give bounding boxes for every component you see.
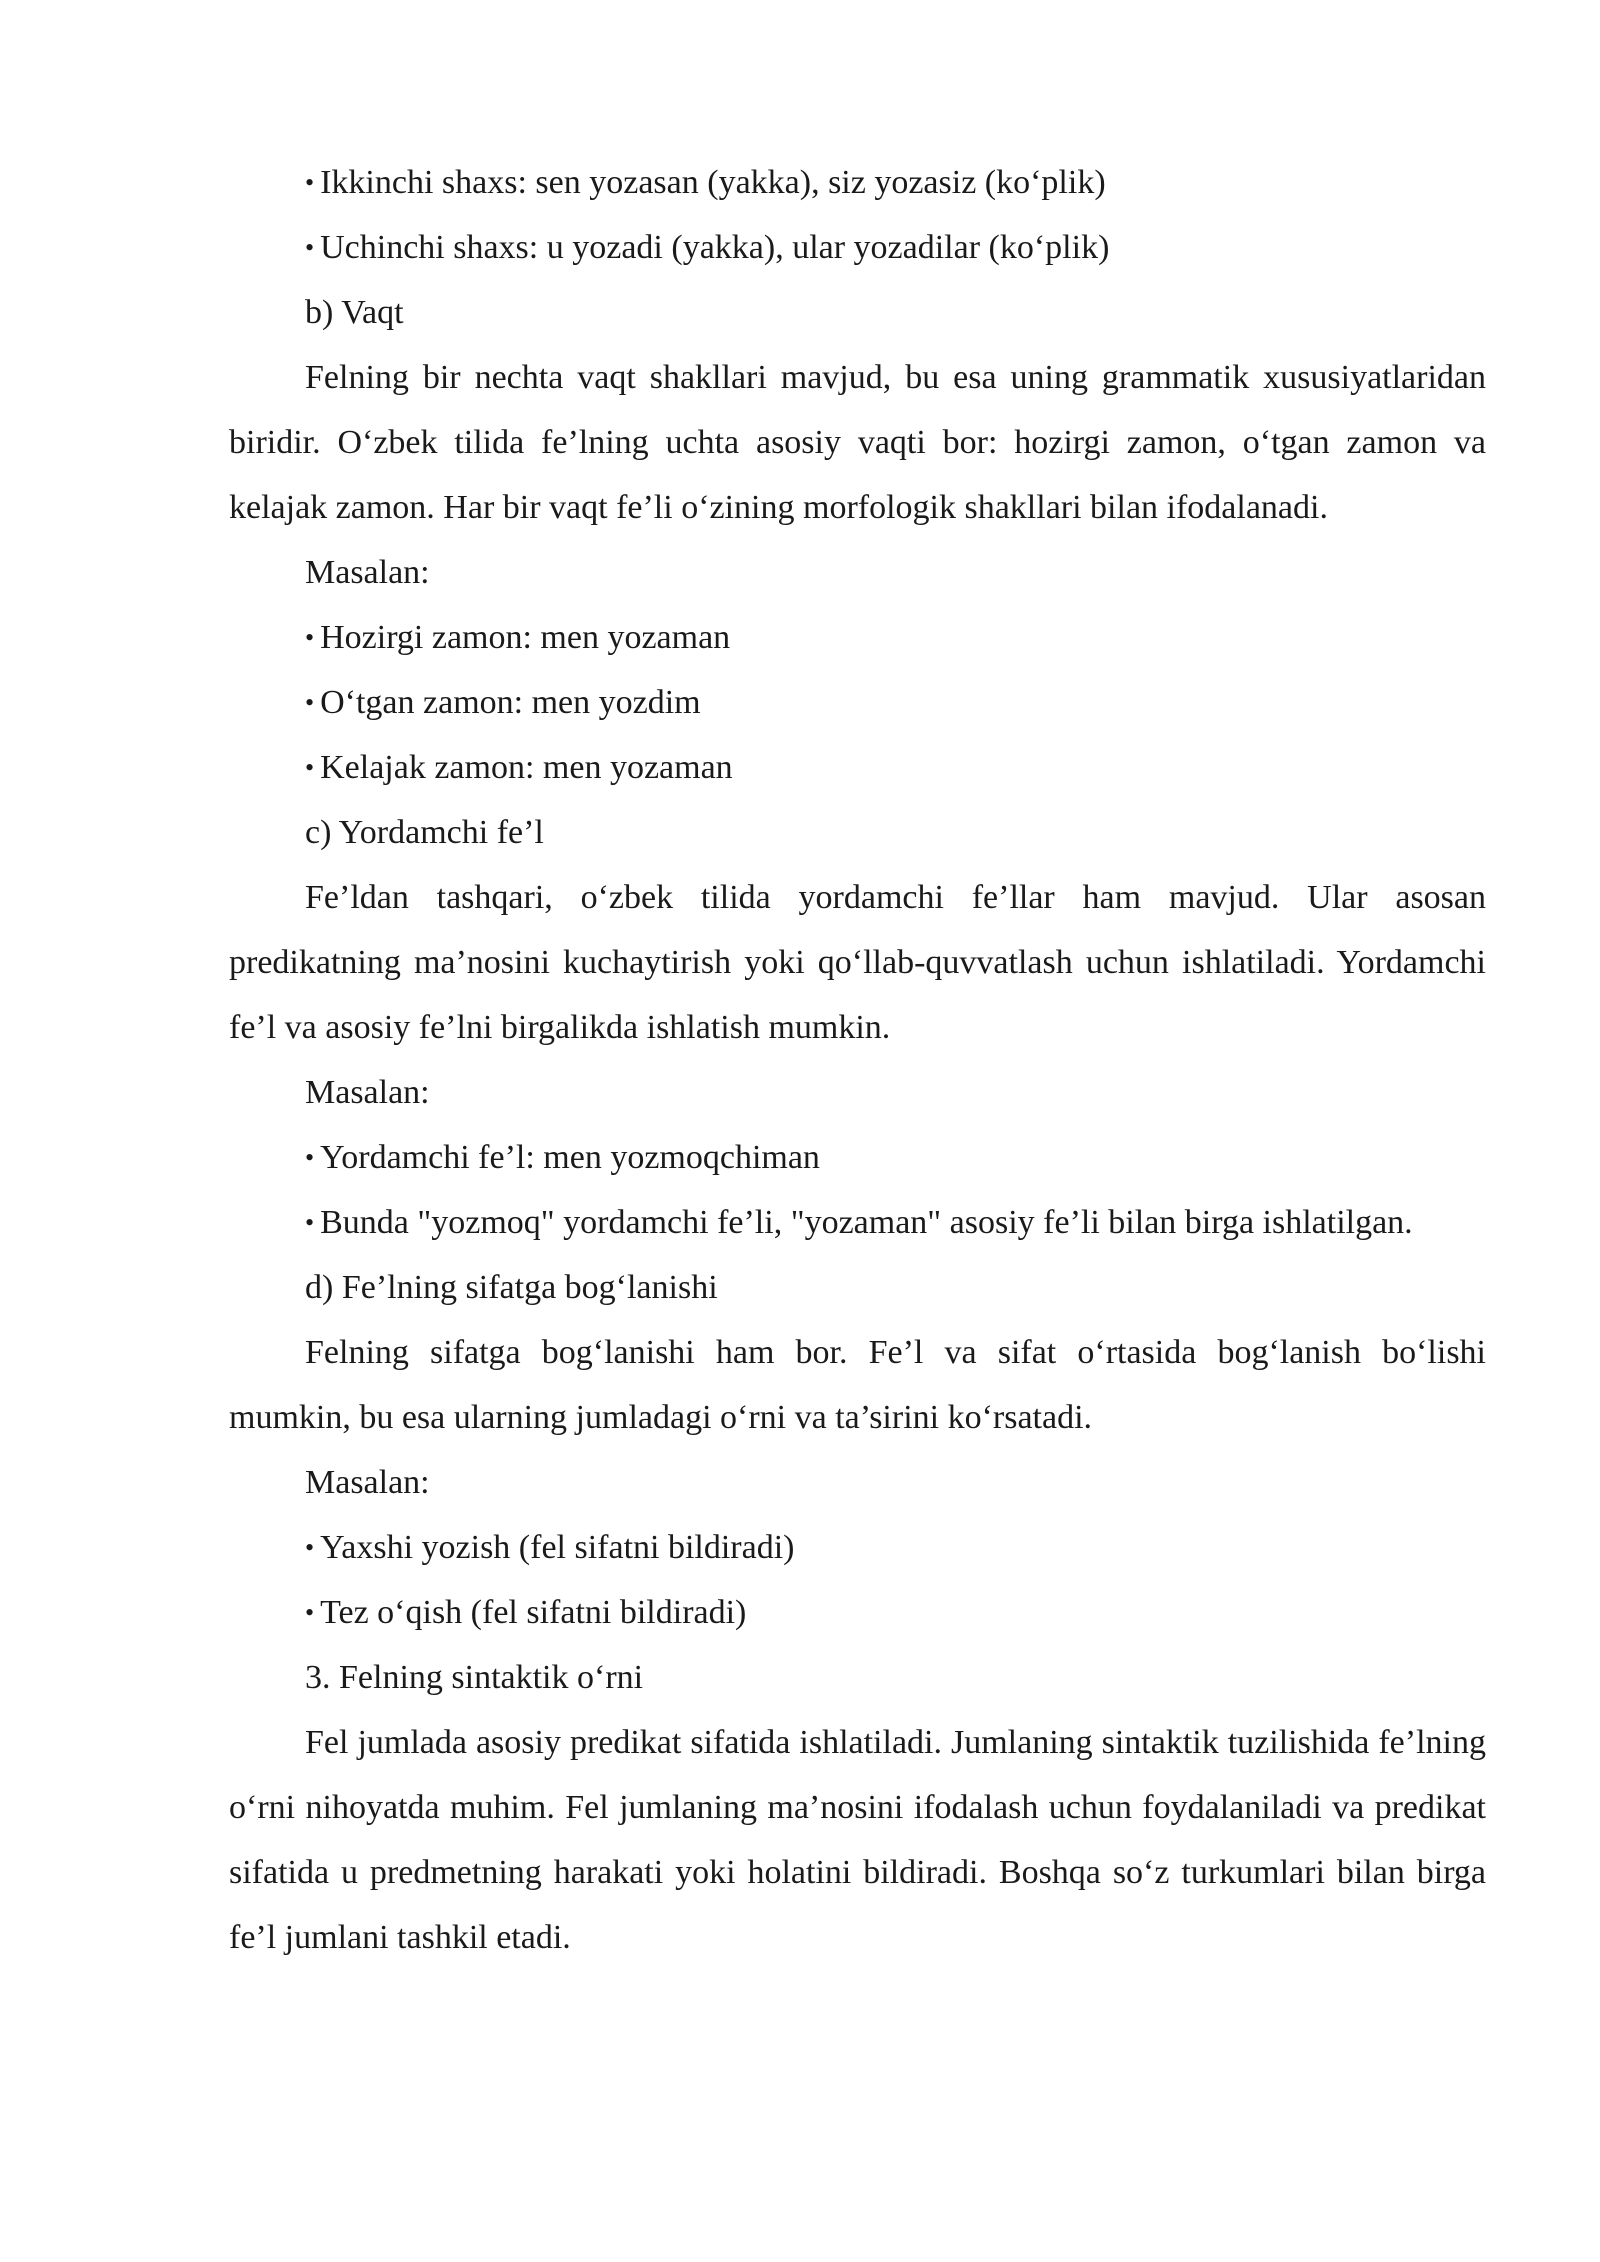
bullet-icon: • [305, 623, 315, 652]
list-item-text: Tez o‘qish (fel sifatni bildiradi) [320, 1594, 747, 1631]
list-item [229, 670, 1486, 735]
list-item-text: Ikkinchi shaxs: sen yozasan (yakka), siz yozasiz (ko‘plik) [320, 164, 1106, 201]
list-item-text: O‘tgan zamon: men yozdim [320, 684, 701, 721]
list-item [229, 605, 1486, 670]
paragraph: Felning sifatga bog‘lanishi ham bor. Fe’l va sifat o‘rtasida bog‘lanish bo‘lishi mumkin, bu esa ularning jumladagi o‘rni va ta’sirini ko‘rsatadi. [229, 1334, 1486, 1436]
list-item [229, 1515, 1486, 1580]
list-item [229, 1580, 1486, 1645]
paragraph: Fe’ldan tashqari, o‘zbek tilida yordamchi fe’llar ham mavjud. Ular asosan predikatning ma’nosini kuchaytirish yoki qo‘llab-quvvatlash uchun ishlatiladi. Yordamchi fe’l va asosiy fe’lni birgalikda ishlatish mumkin. [229, 879, 1486, 1046]
list-item-text: Uchinchi shaxs: u yozadi (yakka), ular yozadilar (ko‘plik) [320, 229, 1110, 266]
paragraph: Fel jumlada asosiy predikat sifatida ishlatiladi. Jumlaning sintaktik tuzilishida fe’lning o‘rni nihoyatda muhim. Fel jumlaning ma’nosini ifodalash uchun foydalaniladi va predikat sifatida u predmetning harakati yoki holatini bildiradi. Boshqa so‘z turkumlari bilan birga fe’l jumlani tashkil etadi. [229, 1724, 1486, 1956]
section-heading: 3. Felning sintaktik o‘rni [305, 1659, 644, 1696]
bullet-icon: • [305, 753, 315, 782]
bullet-icon: • [305, 168, 315, 197]
list-item-text: Kelajak zamon: men yozaman [320, 749, 733, 786]
document-body [229, 150, 1486, 1970]
bullet-icon: • [305, 688, 315, 717]
list-item-text: Yaxshi yozish (fel sifatni bildiradi) [320, 1529, 795, 1566]
bullet-icon: • [305, 1598, 315, 1627]
bullet-icon: • [305, 1533, 315, 1562]
example-label: Masalan: [305, 1464, 430, 1501]
bullet-icon: • [305, 1143, 315, 1172]
list-item-text: Hozirgi zamon: men yozaman [320, 619, 731, 656]
paragraph: Felning bir nechta vaqt shakllari mavjud, bu esa uning grammatik xususiyatlaridan biridir. O‘zbek tilida fe’lning uchta asosiy vaqti bor: hozirgi zamon, o‘tgan zamon va kelajak zamon. Har bir vaqt fe’li o‘zining morfologik shakllari bilan ifodalanadi. [229, 359, 1486, 526]
example-label: Masalan: [305, 554, 430, 591]
example-label: Masalan: [305, 1074, 430, 1111]
bullet-icon: • [305, 1208, 315, 1237]
section-heading: d) Fe’lning sifatga bog‘lanishi [305, 1269, 718, 1306]
section-heading: c) Yordamchi fe’l [305, 814, 544, 851]
list-item-text: Bunda "yozmoq" yordamchi fe’li, "yozaman" asosiy fe’li bilan birga ishlatilgan. [320, 1204, 1413, 1241]
list-item [229, 1190, 1486, 1255]
list-item [229, 735, 1486, 800]
list-item [229, 215, 1486, 280]
section-heading: b) Vaqt [305, 294, 404, 331]
list-item [229, 150, 1486, 215]
list-item-text: Yordamchi fe’l: men yozmoqchiman [320, 1139, 820, 1176]
bullet-icon: • [305, 233, 315, 262]
list-item [229, 1125, 1486, 1190]
